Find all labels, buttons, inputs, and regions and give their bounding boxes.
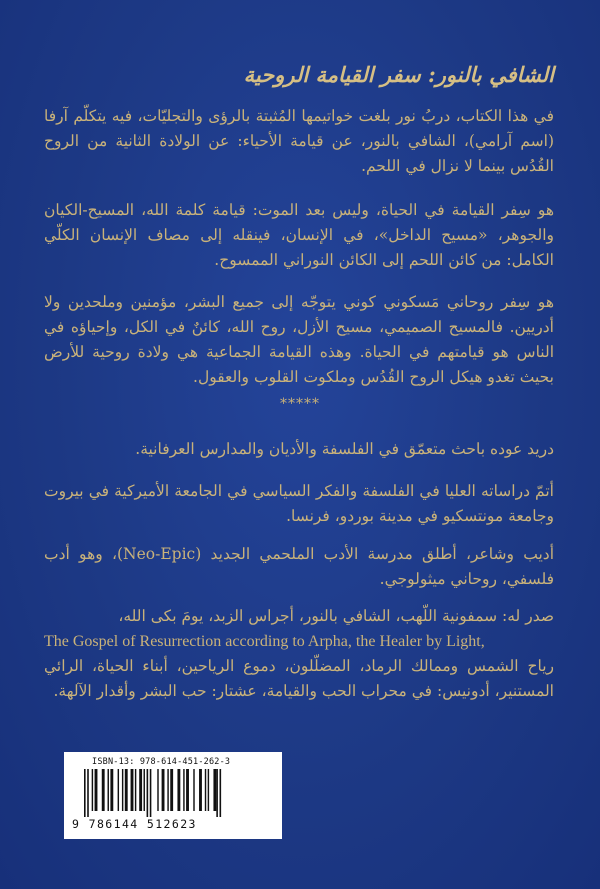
barcode-number: 9 786144 512623 [72,817,197,831]
publications-line-1: صدر له: سمفونية اللّهب، الشافي بالنور، أجراس الزبد، يومَ بكى الله، [118,607,554,625]
author-bio-3: أديب وشاعر، أطلق مدرسة الأدب الملحمي الجديد (Neo-Epic)، وهو أدب فلسفي، روحاني ميثولوجي. [44,545,554,588]
author-publications [44,604,554,704]
publications-english-title: The Gospel of Resurrection according to Arpha, the Healer by Light, [44,633,485,650]
author-bio-2: أتمّ دراساته العليا في الفلسفة والفكر السياسي في الجامعة الأميركية في بيروت وجامعة مونتسكيو في مدينة بوردو، فرنسا. [44,482,554,525]
blurb-paragraph-3: هو سِفر روحاني مَسكوني كوني يتوجّه إلى جميع البشر، مؤمنين وملحدين ولا أدريين. فالمسيح الصميمي، مسيح الأزل، روح الله، كائنٌ في الكل، وإحياؤه في الناس هو قيامتهم في الحياة. وهذه القيامة الجماعية هي ولادة روحية للأرض بحيث تغدو هيكل الروح القُدُس وملكوت القلوب والعقول. [44,293,554,386]
barcode-bars [72,769,274,817]
book-title: الشافي بالنور: سفر القيامة الروحية [243,62,554,87]
section-divider: ***** [280,396,320,412]
blurb-paragraph-1: في هذا الكتاب، دربُ نور بلغت خواتيمها المُثبتة بالرؤى والتجليّات، فيه يتكلّم آرفا (اسم آرامي)، الشافي بالنور، عن قيامة الأحياء: عن الولادة الثانية من الروح القُدُس بينما لا نزال في اللحم. [44,107,554,175]
isbn-barcode [64,752,282,839]
publications-line-2: رياح الشمس وممالك الرماد، المضلّلون، دموع الرياحين، أبناء الحياة، الرائي المستنير، أدونيس: في محراب الحب والقيامة، عشتار: حب البشر وأقدار الآلهة. [44,657,554,700]
isbn-label: ISBN-13: 978-614-451-262-3 [92,757,231,767]
author-bio-1: دريد عوده باحث متعمّق في الفلسفة والأديان والمدارس العرفانية. [135,440,554,458]
blurb-paragraph-2: هو سِفر القيامة في الحياة، وليس بعد الموت: قيامة كلمة الله، المسيح-الكيان والجوهر، «مسيح الداخل»، في الإنسان، فينقله إلى مصاف الإنسان الكلّي الكامل: من كائن اللحم إلى الكائن النوراني الممسوح. [44,201,554,269]
